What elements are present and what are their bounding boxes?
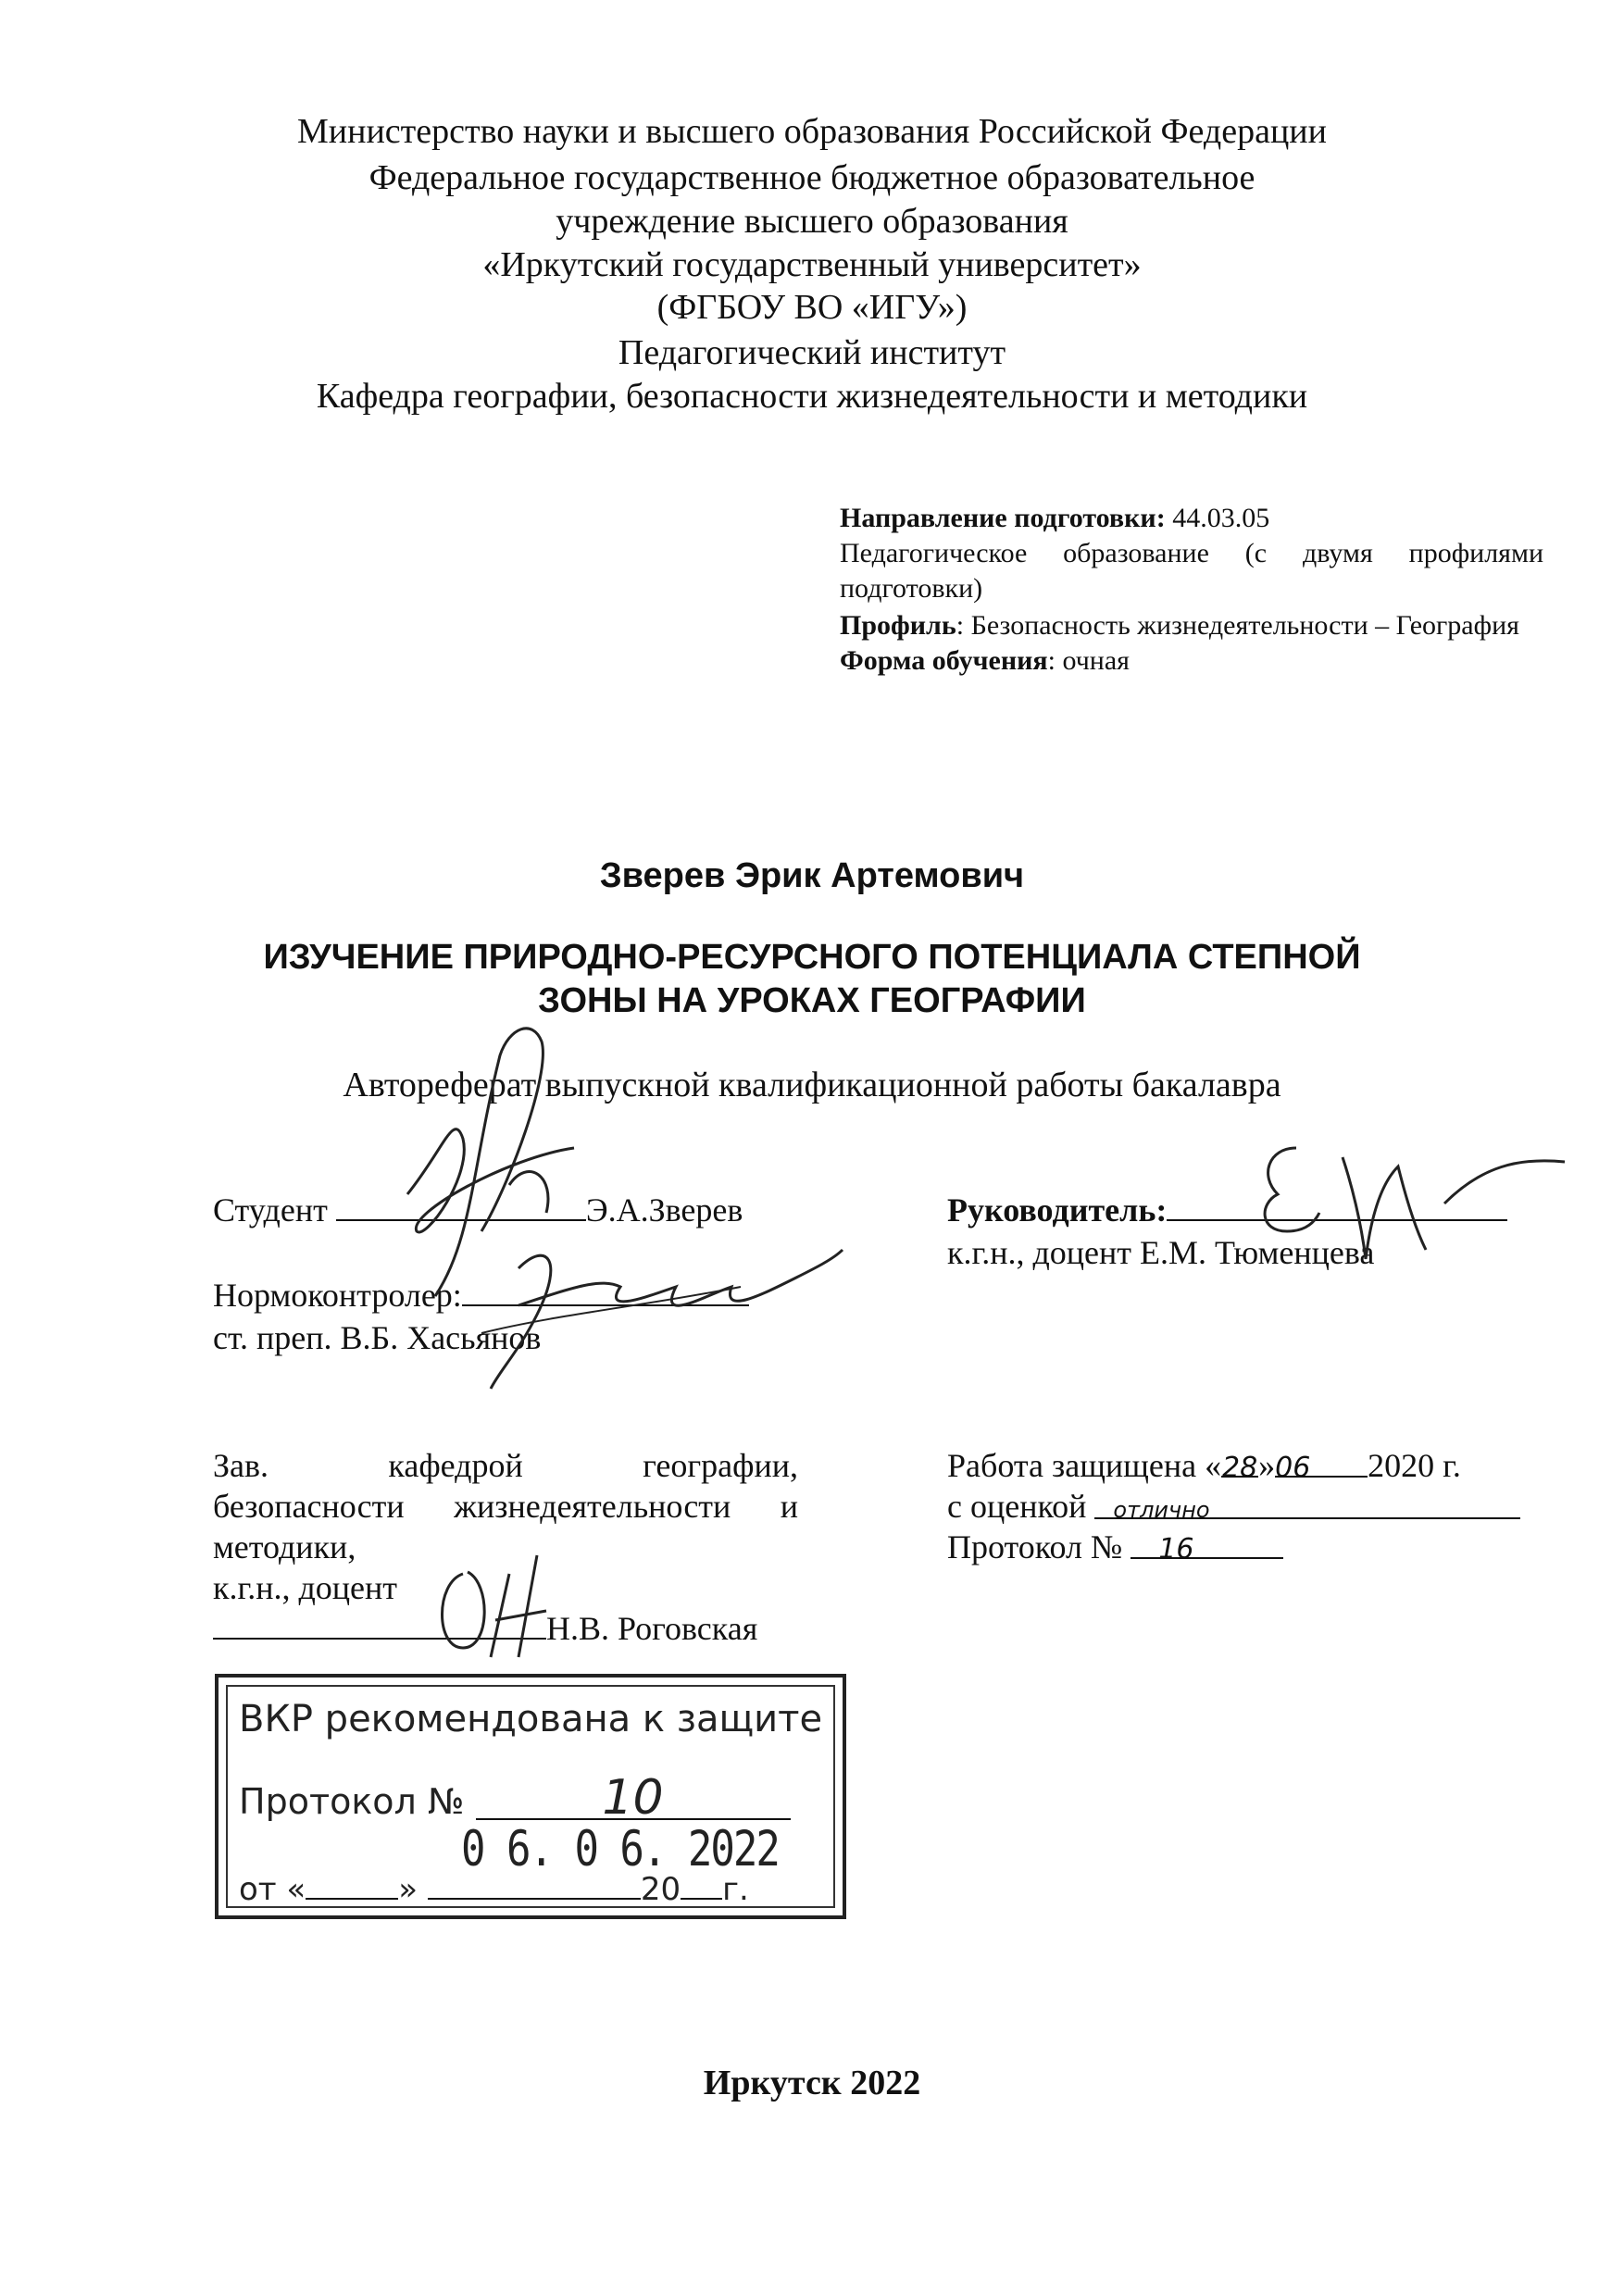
stamp-protocol-value: 10 — [476, 1779, 791, 1820]
student-name: Э.А.Зверев — [585, 1191, 743, 1229]
head-line: методики, — [213, 1528, 356, 1565]
thesis-title-line2: ЗОНЫ НА УРОКАХ ГЕОГРАФИИ — [538, 981, 1086, 1020]
defense-quote: » — [1258, 1447, 1276, 1484]
header-line: учреждение высшего образования — [556, 202, 1068, 241]
head-word: безопасности — [213, 1488, 405, 1525]
supervisor-name: к.г.н., доцент Е.М. Тюменцева — [947, 1234, 1375, 1271]
stamp-from-row — [239, 1870, 749, 1908]
student-label: Студент — [213, 1191, 328, 1229]
header-line: Министерство науки и высшего образования Российской Федерации — [297, 112, 1327, 151]
header-line: Кафедра географии, безопасности жизнедеятельности и методики — [316, 377, 1308, 416]
defense-label: Работа защищена « — [947, 1447, 1222, 1484]
defense-month: 06 — [1275, 1448, 1368, 1478]
head-word: жизнедеятельности — [454, 1488, 731, 1525]
head-word: географии, — [643, 1447, 798, 1484]
direction-code: 44.03.05 — [1172, 503, 1270, 533]
header-line: «Иркутский государственный университет» — [482, 245, 1142, 284]
thesis-title-line1: ИЗУЧЕНИЕ ПРИРОДНО-РЕСУРСНОГО ПОТЕНЦИАЛА СТЕПНОЙ — [263, 938, 1361, 977]
stamp-date: 0 6. 0 6. 2022 — [461, 1820, 779, 1878]
head-word: Зав. — [213, 1447, 269, 1484]
grade-value: отлично — [1094, 1490, 1520, 1519]
stamp-quote: » — [398, 1871, 418, 1908]
header-line: Федеральное государственное бюджетное образовательное — [369, 158, 1255, 197]
stamp-year-suffix: г. — [722, 1871, 749, 1908]
thesis-subtitle: Автореферат выпускной квалификационной работы бакалавра — [343, 1066, 1281, 1104]
stamp-year-prefix: 20 — [640, 1871, 681, 1908]
stamp-from-label: от — [239, 1871, 277, 1908]
recommendation-stamp — [215, 1674, 846, 1919]
supervisor-signature — [1204, 1129, 1574, 1278]
profile-value: Безопасность жизнедеятельности – География — [970, 610, 1519, 641]
protocol-label: Протокол № — [947, 1528, 1123, 1565]
profile-label: Профиль — [840, 610, 956, 641]
direction-label: Направление подготовки: — [840, 503, 1166, 533]
stamp-title: ВКР рекомендована к защите — [239, 1698, 823, 1740]
form-label: Форма обучения — [840, 645, 1048, 676]
head-name: Н.В. Роговская — [546, 1610, 758, 1647]
header-line: (ФГБОУ ВО «ИГУ») — [656, 288, 968, 327]
normcontrol-name: ст. преп. В.Б. Хасьянов — [213, 1319, 542, 1356]
head-word: кафедрой — [388, 1447, 523, 1484]
stamp-year-line — [681, 1870, 722, 1900]
stamp-protocol-row — [239, 1770, 791, 1826]
normcontrol-label: Нормоконтролер: — [213, 1277, 462, 1314]
defense-year: 2020 г. — [1368, 1447, 1461, 1484]
defense-block — [947, 1445, 1540, 1567]
grade-label: с оценкой — [947, 1488, 1087, 1525]
head-word: и — [780, 1488, 798, 1525]
stamp-month-line — [428, 1870, 641, 1900]
city-year: Иркутск 2022 — [703, 2064, 921, 2102]
head-title: к.г.н., доцент — [213, 1569, 398, 1606]
stamp-protocol-label: Протокол № — [239, 1781, 465, 1822]
stamp-quote: « — [286, 1871, 306, 1908]
program-info: Направление подготовки: 44.03.05 Педагогическое образование (с двумя профилями подготовки) Профиль: Безопасность жизнедеятельности – География Форма обучения: очная — [840, 503, 1543, 676]
head-signature — [407, 1546, 574, 1666]
header-line: Педагогический институт — [618, 333, 1006, 372]
supervisor-label: Руководитель: — [947, 1191, 1168, 1229]
form-value: очная — [1062, 645, 1130, 676]
defense-day: 28 — [1221, 1448, 1258, 1478]
direction-text: Педагогическое образование (с двумя профилями подготовки) — [840, 538, 1543, 604]
author-name: Зверев Эрик Артемович — [599, 856, 1025, 895]
normcontrol-signature — [463, 1231, 852, 1398]
stamp-day-line — [306, 1870, 398, 1900]
protocol-value: 16 — [1131, 1529, 1283, 1559]
